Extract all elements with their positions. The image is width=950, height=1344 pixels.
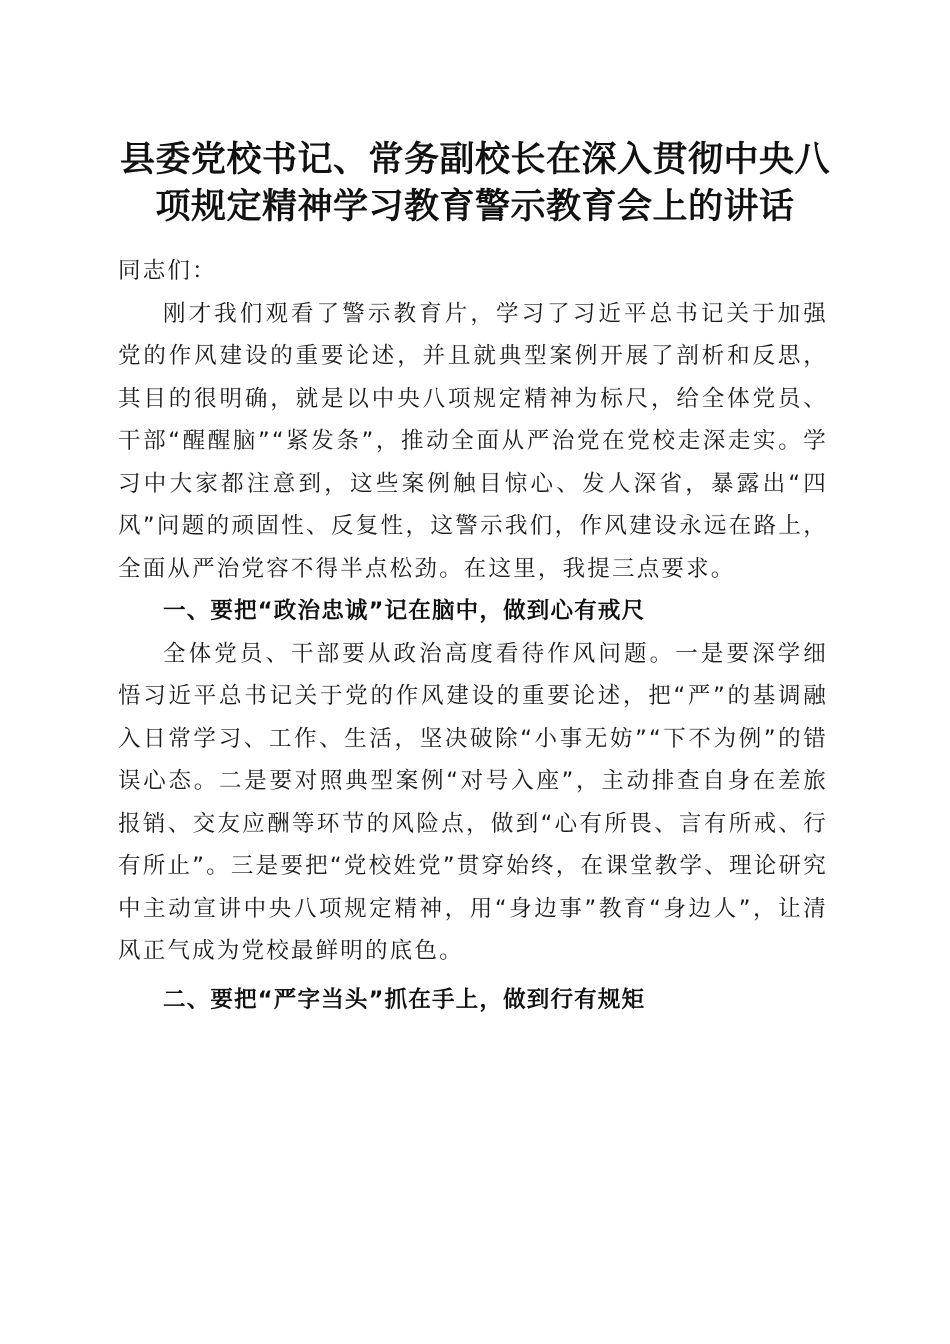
document-body [118,250,828,1021]
salutation: 同志们： [118,258,217,284]
title-line-2: 项规定精神学习教育警示教育会上的讲话 [155,186,795,227]
title-line-1: 县委党校书记、常务副校长在深入贯彻中央八 [119,139,830,180]
document-title [100,136,850,230]
intro-paragraph: 刚才我们观看了警示教育片，学习了习近平总书记关于加强党的作风建设的重要论述，并且就典型案例开展了剖析和反思，其目的很明确，就是以中央八项规定精神为标尺，给全体党员、干部“醒醒脑”“紧发条”，推动全面从严治党在党校走深走实。学习中大家都注意到，这些案例触目惊心、发人深省，暴露出“四风”问题的顽固性、反复性，这警示我们，作风建设永远在路上，全面从严治党容不得半点松劲。在这里，我提三点要求。 [118,300,828,582]
section-1-heading: 一、要把“政治忠诚”记在脑中，做到心有戒尺 [163,598,646,624]
section-2-heading: 二、要把“严字当头”抓在手上，做到行有规矩 [163,986,646,1013]
section-1-paragraph: 全体党员、干部要从政治高度看待作风问题。一是要深学细悟习近平总书记关于党的作风建设的重要论述，把“严”的基调融入日常学习、工作、生活，坚决破除“小事无妨”“下不为例”的错误心态。二是要对照典型案例“对号入座”，主动排查自身在差旅报销、交友应酬等环节的风险点，做到“心有所畏、言有所戒、行有所止”。三是要把“党校姓党”贯穿始终，在课堂教学、理论研究中主动宣讲中央八项规定精神，用“身边事”教育“身边人”，让清风正气成为党校最鲜明的底色。 [118,640,828,964]
